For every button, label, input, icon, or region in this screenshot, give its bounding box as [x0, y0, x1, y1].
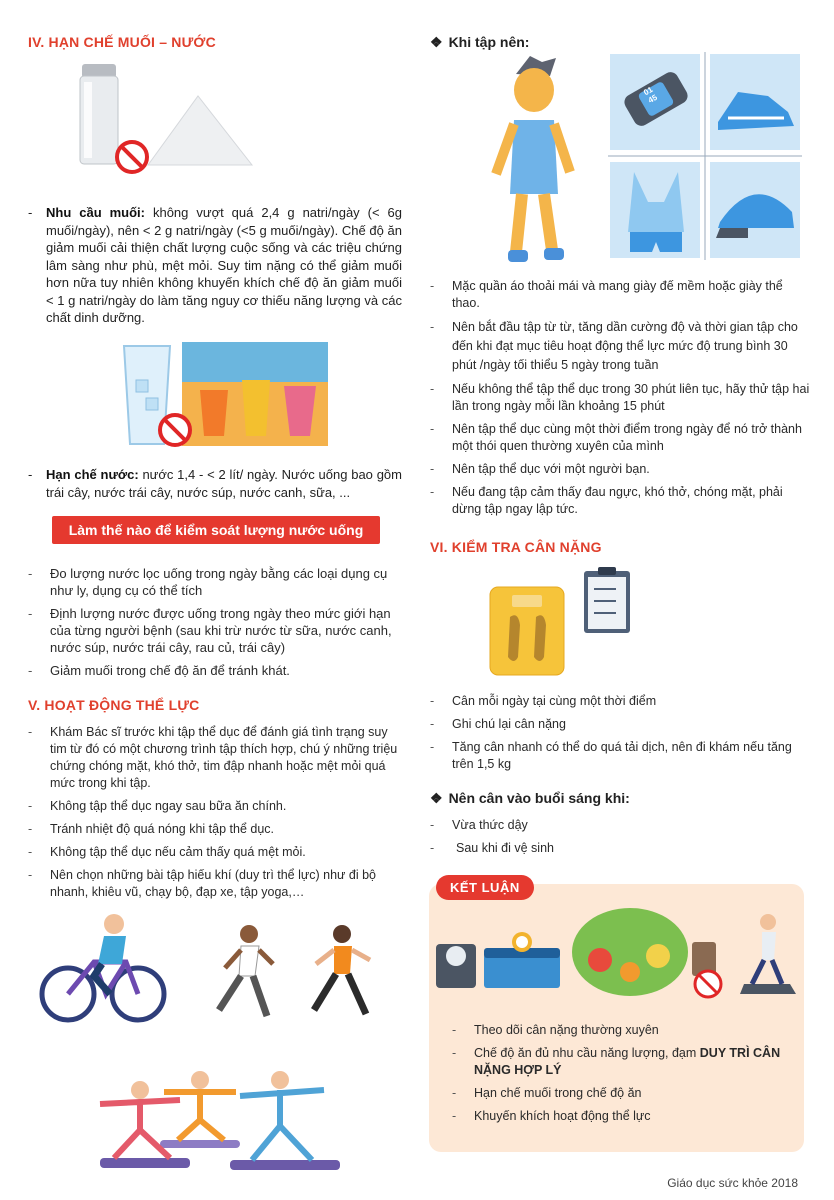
scale-clipboard-illustration	[488, 565, 638, 677]
list-item: - Khám Bác sĩ trước khi tập thể dục để đánh giá tình trạng suy tim từ đó có một chương trình tập thích hợp, chú ý những triệu chứng chóng mặt, khó thở, tim đập nhanh hoặc mệt mỏi quá mức trong khi tập.	[28, 724, 404, 792]
salt-label: Nhu cầu muối:	[46, 205, 145, 220]
water-label: Hạn chế nước:	[46, 467, 139, 482]
list-item: - Nên tập thể dục cùng một thời điểm trong ngày để nó trở thành một thói quen thường xuyên của mình	[430, 421, 810, 455]
water-tips-list	[28, 565, 404, 685]
list-item: - Cân mỗi ngày tại cùng một thời điểm	[430, 693, 810, 710]
list-item: - Vừa thức dậy	[430, 817, 810, 834]
weight-tips-list	[430, 693, 810, 779]
conclusion-list	[452, 1022, 792, 1131]
list-item: - Nên chọn những bài tập hiếu khí (duy trì thể lực) như đi bộ nhanh, khiêu vũ, chạy bộ, đạp xe, tập yoga,…	[28, 867, 404, 901]
watch-display: 01 45	[642, 84, 659, 106]
conclusion-emphasis: DUY TRÌ CÂN NẶNG HỢP LÝ	[474, 1046, 781, 1077]
list-item: - Định lượng nước được uống trong ngày theo mức giới hạn của từng người bệnh (sau khi trừ nước từ sữa, nước canh, nước súp, nước trái cây, rau củ, trái cây)	[28, 605, 404, 656]
list-item: - Nên tập thể dục với một người bạn.	[430, 461, 810, 478]
conclusion-badge: KẾT LUẬN	[436, 875, 534, 900]
list-item: - Nên bắt đầu tập từ từ, tăng dần cường độ và thời gian tập cho đến khi đạt mục tiêu hoạt động thể lực mức độ trung bình 30 phút /ngày tối thiểu 5 ngày trong tuần	[430, 318, 810, 375]
salt-text: không vượt quá 2,4 g natri/ngày (< 6g muối/ngày), nên < 2 g natri/ngày (<5 g muối/ngày). Chế độ ăn giảm muối cải thiện chất lượng cuộc sống và các triệu chứng lâm sàng như phù, mệt mỏi. Suy tim nặng có thể giảm muối hơn nữa tuy nhiên không khuyến khích chế độ ăn giảm muối < 1 g natri/ngày do làm tăng nguy cơ thiếu năng lượng và các chất dinh dưỡng.	[46, 205, 402, 325]
cyclist-icon	[36, 912, 166, 1024]
conclusion-icons	[434, 904, 800, 1004]
list-item: - Tăng cân nhanh có thể do quá tải dịch, nên đi khám nếu tăng trên 1,5 kg	[430, 739, 810, 773]
list-item: - Không tập thể dục ngay sau bữa ăn chính.	[28, 798, 404, 815]
diamond-bullet-icon: ❖	[430, 34, 443, 50]
salt-paragraph: - Nhu cầu muối: không vượt quá 2,4 g natri/ngày (< 6g muối/ngày), nên < 2 g natri/ngày (<5 g muối/ngày). Chế độ ăn giảm muối cải thiện chất lượng cuộc sống và các triệu chứng lâm sàng như phù, mệt mỏi. Suy tim nặng có thể giảm muối hơn nữa tuy nhiên không khuyến khích chế độ ăn giảm muối < 1 g natri/ngày do làm tăng nguy cơ thiếu năng lượng và các chất dinh dưỡng.	[28, 205, 402, 325]
footer-text: Giáo dục sức khỏe 2018	[667, 1176, 798, 1190]
list-item: - Khuyến khích hoạt động thể lực	[452, 1108, 792, 1125]
exercise-tips-list	[430, 278, 810, 524]
section6-title: VI. KIỂM TRA CÂN NẶNG	[430, 539, 602, 555]
list-item: - Tránh nhiệt độ quá nóng khi tập thể dục.	[28, 821, 404, 838]
runner-woman-icon	[300, 924, 385, 1024]
list-item: - Chế độ ăn đủ nhu cầu năng lượng, đạm DUY TRÌ CÂN NẶNG HỢP LÝ	[452, 1045, 792, 1079]
list-item: - Ghi chú lại cân nặng	[430, 716, 810, 733]
runner-man-icon	[205, 924, 290, 1024]
list-item: - Đo lượng nước lọc uống trong ngày bằng các loại dụng cụ như ly, dụng cụ có thể tích	[28, 565, 404, 599]
water-control-banner: Làm thế nào để kiểm soát lượng nước uống	[52, 516, 380, 544]
gear-grid	[608, 52, 802, 260]
morning-tips-list	[430, 817, 810, 863]
list-item: - Theo dõi cân nặng thường xuyên	[452, 1022, 792, 1039]
walking-man-icon	[486, 54, 576, 272]
drinks-illustration	[120, 340, 330, 452]
activity-tips-list	[28, 724, 404, 907]
list-item: - Sau khi đi vệ sinh	[430, 840, 810, 857]
list-item: - Giảm muối trong chế độ ăn để tránh khát.	[28, 662, 404, 679]
list-item: - Nếu không thể tập thể dục trong 30 phút liên tục, hãy thử tập hai lần trong ngày mỗi lần khoảng 15 phút	[430, 381, 810, 415]
water-text: nước 1,4 - < 2 lít/ ngày. Nước uống bao gồm trái cây, nước trái cây, nước súp, nước canh, sữa, ...	[46, 467, 402, 500]
water-paragraph: - Hạn chế nước: nước 1,4 - < 2 lít/ ngày. Nước uống bao gồm trái cây, nước trái cây, nước súp, nước canh, sữa, ...	[28, 467, 402, 500]
section5-title: V. HOẠT ĐỘNG THỂ LỰC	[28, 697, 200, 713]
list-item: - Nếu đang tập cảm thấy đau ngực, khó thở, chóng mặt, phải dừng tập ngay lập tức.	[430, 484, 810, 518]
exercise-title: ❖ Khi tập nên:	[430, 34, 530, 50]
list-item: - Hạn chế muối trong chế độ ăn	[452, 1085, 792, 1102]
list-item: - Mặc quần áo thoải mái và mang giày đế mềm hoặc giày thể thao.	[430, 278, 810, 312]
morning-title: ❖ Nên cân vào buổi sáng khi:	[430, 790, 630, 806]
diamond-bullet-icon: ❖	[430, 790, 443, 806]
section4-title: IV. HẠN CHẾ MUỐI – NƯỚC	[28, 34, 216, 50]
salt-illustration	[70, 60, 260, 175]
yoga-group-icon	[80, 1060, 370, 1180]
list-item: - Không tập thể dục nếu cảm thấy quá mệt mỏi.	[28, 844, 404, 861]
